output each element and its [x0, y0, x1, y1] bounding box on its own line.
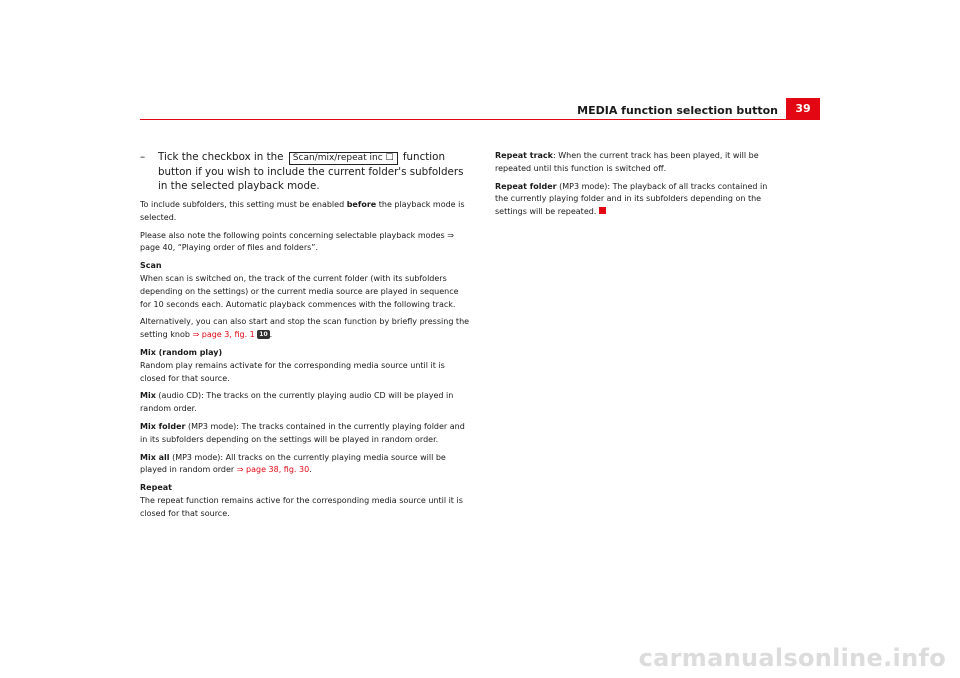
- playing-order-note: Please also note the following points concerning selectable playback modes ⇒ page 40, “Playing order of files and folders”.: [140, 230, 454, 253]
- repeat-track: Repeat track: When the current track has been played, it will be repeated until this function is switched off.: [495, 151, 759, 173]
- header-rule: [140, 119, 820, 120]
- page-header-title: MEDIA function selection button: [577, 104, 778, 117]
- repeat-heading: Repeat: [140, 483, 172, 493]
- scan-text: When scan is switched on, the track of the current folder (with its subfolders depending on the settings) or the current media source are played in sequence for 10 seconds each. Automatic playback commences with the following track.: [140, 273, 459, 309]
- page38-fig30-link[interactable]: ⇒ page 38, fig. 30: [236, 465, 310, 475]
- mix-all: Mix all (MP3 mode): All tracks on the currently playing media source will be played in random order ⇒ page 38, fig. 30.: [140, 452, 446, 475]
- scan-heading: Scan: [140, 261, 162, 271]
- section-end-icon: [599, 207, 606, 214]
- subfolder-note: To include subfolders, this setting must be enabled before the playback mode is selected.: [140, 200, 465, 222]
- left-column: [140, 150, 470, 526]
- playing-order-ref[interactable]: ⇒ page 40, “Playing order of files and folders”.: [140, 230, 454, 253]
- step-post: function button if you wish to include the current folder's subfolders in the selected playback mode.: [158, 151, 464, 192]
- mix-folder: Mix folder (MP3 mode): The tracks contained in the currently playing folder and in its subfolders depending on the settings will be played in random order.: [140, 421, 465, 444]
- page-number: 39: [786, 98, 820, 120]
- step-pre: Tick the checkbox in the: [158, 151, 284, 163]
- scan-mix-repeat-button: [289, 152, 398, 165]
- checkbox-icon: ☐: [385, 153, 394, 163]
- repeat-folder: Repeat folder (MP3 mode): The playback of all tracks contained in the currently playing folder and in its subfolders depending on the settings will be repeated.: [495, 181, 768, 217]
- right-column: [495, 150, 775, 224]
- scan-alt-text: Alternatively, you can also start and stop the scan function by briefly pressing the setting knob ⇒ page 3, fig. 1 10 .: [140, 317, 470, 340]
- repeat-text: The repeat function remains active for the corresponding media source until it is closed for that source.: [140, 495, 463, 518]
- mix-audio-cd: Mix (audio CD): The tracks on the currently playing audio CD will be played in random order.: [140, 391, 454, 414]
- step-text: [158, 150, 470, 193]
- page3-fig1-link[interactable]: ⇒ page 3, fig. 1: [192, 330, 255, 340]
- instruction-step: [140, 150, 470, 193]
- button-label: Scan/mix/repeat inc: [292, 153, 383, 163]
- watermark: carmanualsonline.info: [638, 644, 946, 672]
- setting-knob-badge: 10: [259, 331, 268, 339]
- mix-text: Random play remains activate for the corresponding media source until it is closed for that source.: [140, 360, 445, 383]
- mix-heading: Mix (random play): [140, 347, 223, 357]
- step-dash: –: [140, 151, 146, 163]
